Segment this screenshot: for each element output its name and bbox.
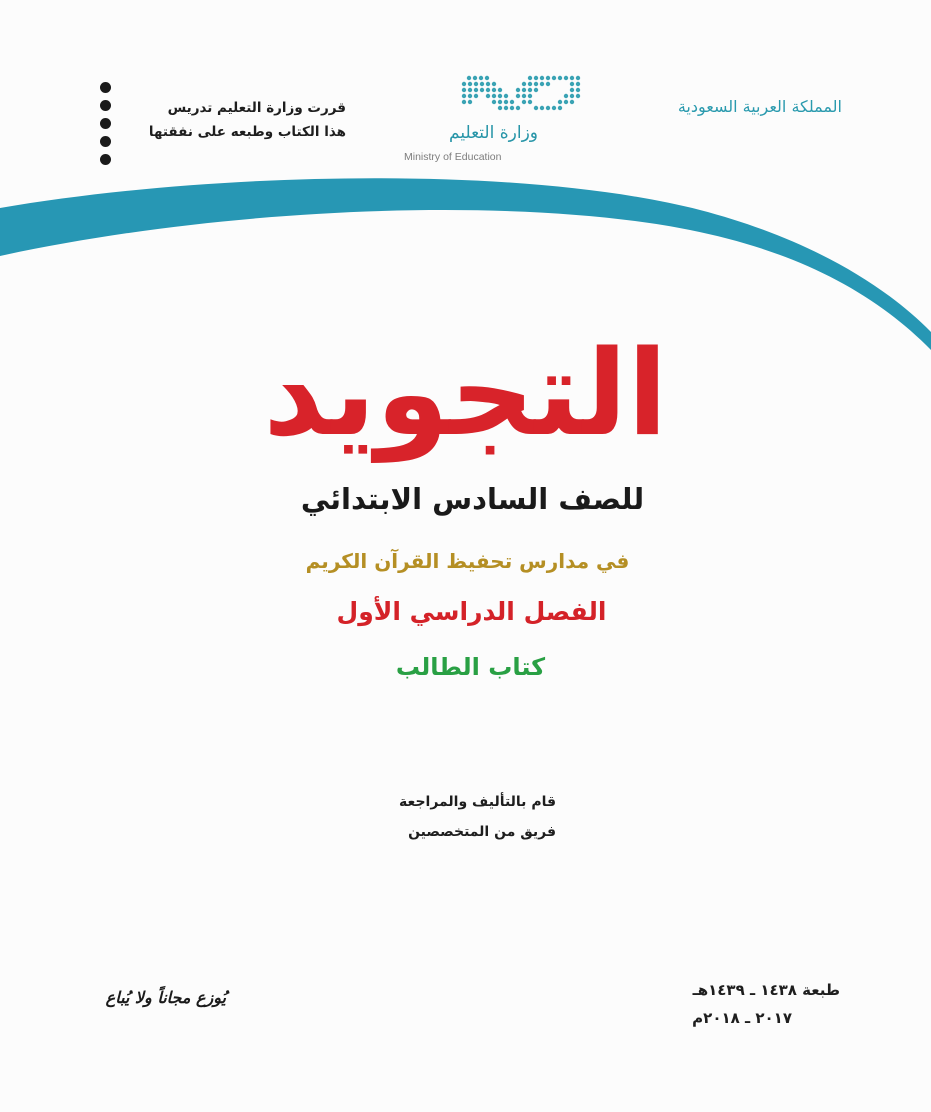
- schools-subtitle: في مدارس تحفيظ القرآن الكريم: [305, 549, 630, 573]
- authors-line-1: قام بالتأليف والمراجعة: [399, 794, 556, 810]
- authors-credit: [360, 787, 556, 847]
- free-distribution-note: يُوزع مجاناً ولا يُباع: [105, 988, 226, 1007]
- approval-statement: [128, 96, 346, 144]
- book-type-label: كتاب الطالب: [395, 653, 546, 681]
- edition-info: [640, 976, 840, 1032]
- approval-line-2: هذا الكتاب وطبعه على نفقتها: [148, 124, 346, 140]
- grade-subtitle: للصف السادس الابتدائي: [300, 482, 645, 516]
- bullet-dots-icon: [100, 82, 114, 165]
- approval-line-1: قررت وزارة التعليم تدريس: [167, 100, 346, 116]
- book-title: التجويد: [263, 324, 668, 462]
- authors-line-2: فريق من المتخصصين: [408, 824, 556, 840]
- semester-label: الفصل الدراسي الأول: [336, 597, 607, 626]
- ministry-name-english: Ministry of Education: [404, 151, 502, 163]
- ministry-name-arabic: وزارة التعليم: [449, 123, 538, 143]
- edition-gregorian: ٢٠١٧ ـ ٢٠١٨م: [692, 1009, 792, 1027]
- edition-hijri: طبعة ١٤٣٨ ـ ١٤٣٩هـ: [692, 981, 840, 999]
- kingdom-name: المملكة العربية السعودية: [677, 97, 842, 116]
